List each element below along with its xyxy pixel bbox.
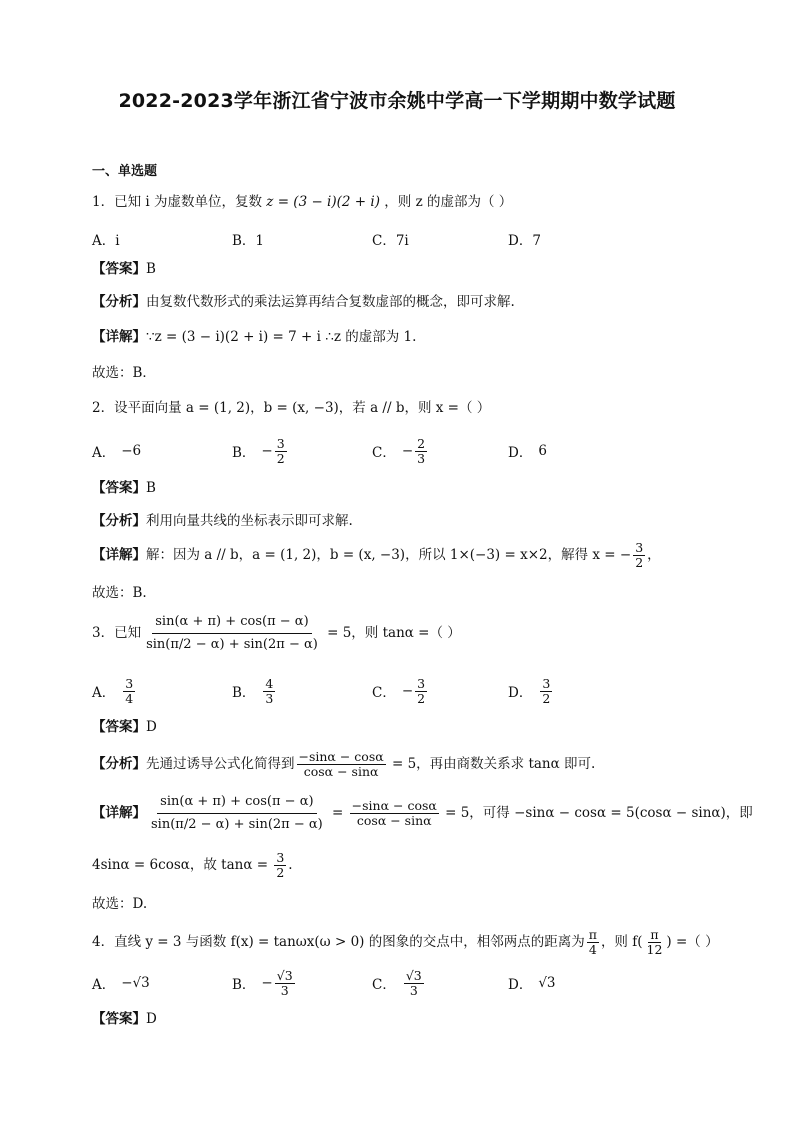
q3-option-c-sign: − xyxy=(401,683,414,699)
q2-answer-value: B xyxy=(146,480,156,496)
q4-options xyxy=(92,968,712,998)
fraction-numerator: π xyxy=(650,927,659,942)
q3-option-b xyxy=(232,676,277,706)
fraction-denominator: cosα − sinα xyxy=(303,764,379,779)
q4-option-d xyxy=(508,968,556,998)
q2-option-b-fraction xyxy=(275,437,287,466)
q1-stem xyxy=(92,192,704,212)
fraction-denominator: 3 xyxy=(409,982,418,998)
q4-stem-text: 4．直线 y = 3 与函数 f(x) = tanωx(ω > 0) 的图象的交点中，相邻两点的距离为 xyxy=(92,934,585,950)
q4-option-b-sign: − xyxy=(261,975,273,991)
fraction-numerator: −sinα − cosα xyxy=(298,749,384,764)
answer-label: 【答案】 xyxy=(92,719,146,735)
q2-detail-fraction xyxy=(633,541,645,570)
fraction-denominator: sin(π/2 − α) + sin(2π − α) xyxy=(146,637,318,652)
q3-option-a-label: A． xyxy=(92,685,116,701)
q2-option-c xyxy=(372,436,429,466)
q4-answer xyxy=(92,1009,704,1029)
fraction-numerator: 3 xyxy=(635,540,644,555)
section-heading: 一、单选题 xyxy=(92,164,158,179)
detail-label: 【详解】 xyxy=(92,547,146,563)
fraction-denominator: 3 xyxy=(417,450,426,466)
q1-option-b: B．1 xyxy=(232,233,265,249)
q3-detail-equals: = xyxy=(327,805,348,821)
analysis-label: 【分析】 xyxy=(92,294,146,310)
q2-option-b xyxy=(232,436,289,466)
fraction-numerator: 4 xyxy=(265,675,274,691)
q1-answer-value: B xyxy=(146,261,156,277)
q3-detail-line2 xyxy=(92,848,704,882)
answer-label: 【答案】 xyxy=(92,1011,146,1027)
q1-option-d: D．7 xyxy=(508,233,541,249)
q3-detail-fraction-1 xyxy=(148,791,326,836)
q4-stem-arg-fraction xyxy=(645,928,665,957)
fraction-denominator: 2 xyxy=(417,690,426,706)
q3-stem-fraction xyxy=(143,611,321,656)
q2-option-d-value: 6 xyxy=(538,443,547,459)
q2-option-a-label: A． xyxy=(92,445,116,461)
q3-option-b-fraction xyxy=(263,677,275,706)
q4-option-d-label: D． xyxy=(508,977,533,993)
fraction-numerator: √3 xyxy=(276,967,293,983)
detail-label: 【详解】 xyxy=(92,329,146,345)
fraction-denominator: 4 xyxy=(125,690,134,706)
q4-option-b xyxy=(232,968,297,998)
fraction-numerator: 3 xyxy=(542,675,551,691)
detail-label: 【详解】 xyxy=(92,805,146,821)
q2-option-d-label: D． xyxy=(508,445,533,461)
q2-detail-text: 解：因为 a // b，a = (1, 2)，b = (x, −3)，所以 1×(−3) = x×2，解得 x = − xyxy=(146,547,632,563)
page-title: 2022-2023学年浙江省宁波市余姚中学高一下学期期中数学试题 xyxy=(118,90,676,112)
q2-stem-formula: a = (1, 2)，b = (x, −3)，若 a // b，则 x =（ ） xyxy=(185,400,491,416)
q3-answer-value: D xyxy=(146,719,157,735)
fraction-numerator: 3 xyxy=(276,850,285,865)
q2-stem xyxy=(92,398,704,418)
q3-analysis-fraction xyxy=(297,750,386,779)
q4-stem-fraction xyxy=(587,928,599,957)
q2-detail xyxy=(92,538,704,572)
q4-option-a-value: −√3 xyxy=(121,975,150,991)
q2-option-b-sign: − xyxy=(261,443,273,459)
q3-option-d xyxy=(508,676,554,706)
q3-analysis-text: 先通过诱导公式化简得到 xyxy=(146,756,295,772)
q1-analysis-text: 由复数代数形式的乘法运算再结合复数虚部的概念，即可求解. xyxy=(146,294,515,310)
q1-options xyxy=(92,224,712,254)
q1-detail xyxy=(92,327,704,347)
fraction-numerator: 3 xyxy=(125,675,134,691)
q3-stem xyxy=(92,608,704,660)
q1-analysis xyxy=(92,292,704,312)
q4-option-b-label: B． xyxy=(232,977,256,993)
q2-option-a xyxy=(92,436,141,466)
q4-option-a xyxy=(92,968,150,998)
q2-stem-text: 2．设平面向量 xyxy=(92,400,182,416)
fraction-numerator: 3 xyxy=(276,435,285,451)
q1-answer xyxy=(92,259,704,279)
fraction-numerator: 3 xyxy=(417,675,426,691)
q3-detail xyxy=(92,788,753,840)
q3-detail-line2-text: 4sinα = 6cosα，故 tanα = xyxy=(92,857,273,873)
q4-stem: 4．直线 y = 3 与函数 f(x) = tanωx(ω > 0) 的图象的交点中，相邻两点的距离为 $\frac{\pi}{4}$ ，则 f( $\frac{\pi}{12}$ ) =（ ） xyxy=(92,927,719,957)
q3-answer xyxy=(92,717,704,737)
fraction-numerator: 2 xyxy=(417,435,426,451)
q3-detail-line2-tail: . xyxy=(288,857,293,873)
fraction-denominator: 2 xyxy=(276,865,285,880)
q3-detail-line2-fraction xyxy=(274,851,286,880)
q3-stem-tail: = 5，则 tanα =（ ） xyxy=(322,625,461,641)
q3-choose: 故选：D. xyxy=(92,896,148,912)
q4-option-b-fraction xyxy=(275,969,295,998)
q4-option-c xyxy=(372,968,426,998)
q1-choose: 故选：B． xyxy=(92,365,156,381)
q3-analysis xyxy=(92,748,704,780)
q3-option-c-label: C． xyxy=(372,685,396,701)
answer-label: 【答案】 xyxy=(92,261,146,277)
q2-answer xyxy=(92,478,704,498)
fraction-numerator: sin(α + π) + cos(π − α) xyxy=(157,791,316,814)
q4-stem-mid: ，则 f xyxy=(600,934,638,950)
q3-options xyxy=(92,676,712,706)
q2-detail-tail: ， xyxy=(647,547,661,563)
fraction-denominator: 2 xyxy=(276,450,285,466)
q2-analysis-text: 利用向量共线的坐标表示即可求解. xyxy=(146,513,353,529)
fraction-denominator: 2 xyxy=(542,690,551,706)
fraction-denominator: 2 xyxy=(635,555,644,570)
q3-option-a-fraction xyxy=(123,677,135,706)
q1-stem-formula: z = (3 − i)(2 + i) xyxy=(266,194,380,210)
q4-option-a-label: A． xyxy=(92,977,116,993)
q4-option-c-fraction xyxy=(404,969,424,998)
q2-option-d xyxy=(508,436,547,466)
q2-options xyxy=(92,436,712,466)
q4-stem-tail: =（ ） xyxy=(671,934,719,950)
q4-answer-value: D xyxy=(146,1011,157,1027)
fraction-numerator: √3 xyxy=(405,967,422,983)
q4-option-c-label: C． xyxy=(372,977,396,993)
q3-stem-text: 3．已知 xyxy=(92,625,142,641)
q3-option-c-fraction xyxy=(415,677,427,706)
analysis-label: 【分析】 xyxy=(92,756,146,772)
q2-choose: 故选：B. xyxy=(92,585,147,601)
q1-option-a: A．i xyxy=(92,233,120,249)
answer-label: 【答案】 xyxy=(92,480,146,496)
fraction-denominator: sin(π/2 − α) + sin(2π − α) xyxy=(151,817,323,832)
fraction-numerator: π xyxy=(588,927,597,942)
q4-option-d-value: √3 xyxy=(538,975,556,991)
fraction-denominator: 3 xyxy=(265,690,274,706)
q3-analysis-tail: = 5，再由商数关系求 tanα 即可. xyxy=(387,756,596,772)
q3-option-d-fraction xyxy=(540,677,552,706)
fraction-numerator: −sinα − cosα xyxy=(351,798,437,813)
fraction-denominator: 12 xyxy=(646,942,663,957)
q3-option-a xyxy=(92,676,137,706)
q2-option-a-value: −6 xyxy=(121,443,142,459)
q2-option-c-fraction xyxy=(415,437,427,466)
q3-option-b-label: B． xyxy=(232,685,256,701)
q3-detail-fraction-2 xyxy=(350,799,439,828)
q2-analysis xyxy=(92,511,704,531)
q2-option-c-sign: − xyxy=(401,443,414,459)
fraction-denominator: 4 xyxy=(588,942,597,957)
q1-stem-text: 1．已知 i 为虚数单位，复数 xyxy=(92,194,262,210)
q3-option-c xyxy=(372,676,429,706)
q1-detail-text: ∵z = (3 − i)(2 + i) = 7 + i ∴z 的虚部为 1. xyxy=(146,329,417,345)
q3-detail-tail: = 5，可得 −sinα − cosα = 5(cosα − sinα)，即 xyxy=(440,805,753,821)
analysis-label: 【分析】 xyxy=(92,513,146,529)
q2-option-b-label: B． xyxy=(232,445,256,461)
q3-option-d-label: D． xyxy=(508,685,533,701)
fraction-denominator: 3 xyxy=(280,982,289,998)
q2-option-c-label: C． xyxy=(372,445,396,461)
q1-option-c: C．7i xyxy=(372,233,409,249)
fraction-denominator: cosα − sinα xyxy=(356,813,432,828)
q1-stem-tail: ，则 z 的虚部为（ ） xyxy=(384,194,513,210)
fraction-numerator: sin(α + π) + cos(π − α) xyxy=(152,611,311,634)
